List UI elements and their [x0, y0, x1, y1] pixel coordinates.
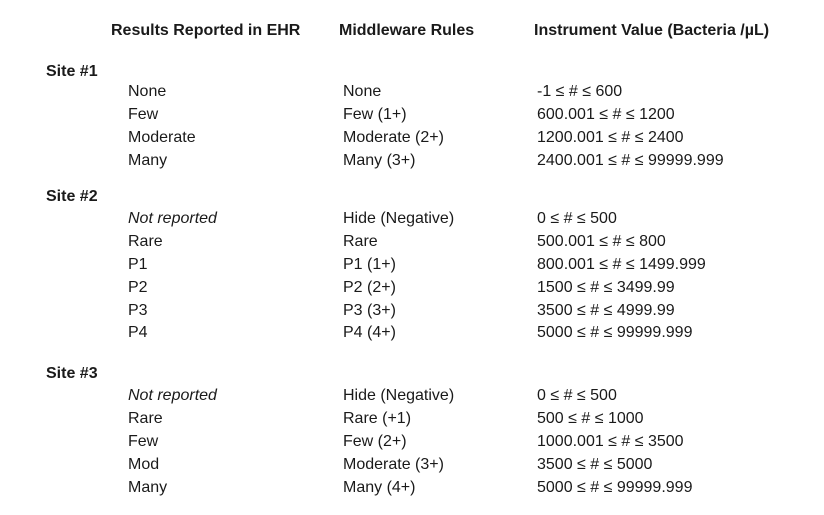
middleware-rule-cell: Few (2+) [343, 433, 407, 450]
table-row [0, 150, 824, 172]
middleware-rule-cell: Hide (Negative) [343, 387, 455, 404]
table-row [0, 408, 824, 430]
middleware-rule-cell: P3 (3+) [343, 302, 396, 319]
instrument-value-cell: 3500 ≤ # ≤ 4999.99 [537, 302, 675, 319]
ehr-result-cell: Few [128, 106, 159, 123]
table-row [0, 431, 824, 453]
ehr-result-cell: Not reported [128, 210, 217, 227]
ehr-result-cell: P3 [128, 302, 148, 319]
instrument-value-cell: 0 ≤ # ≤ 500 [537, 387, 617, 404]
middleware-rule-cell: Moderate (3+) [343, 456, 444, 473]
middleware-rule-cell: Hide (Negative) [343, 210, 455, 227]
header-instrument-value: Instrument Value (Bacteria /µL) [534, 22, 770, 39]
instrument-value-cell: 5000 ≤ # ≤ 99999.999 [537, 324, 693, 341]
ehr-result-cell: Not reported [128, 387, 217, 404]
middleware-rule-cell: P2 (2+) [343, 279, 396, 296]
middleware-rule-cell: None [343, 83, 382, 100]
instrument-value-cell: 800.001 ≤ # ≤ 1499.999 [537, 256, 706, 273]
table-row [0, 477, 824, 499]
instrument-value-cell: 500 ≤ # ≤ 1000 [537, 410, 644, 427]
table-row [0, 231, 824, 253]
table-row [0, 322, 824, 344]
table-row [0, 385, 824, 407]
ehr-result-cell: Few [128, 433, 159, 450]
ehr-result-cell: P1 [128, 256, 148, 273]
ehr-result-cell: Mod [128, 456, 160, 473]
site-2-label: Site #2 [46, 188, 98, 205]
table-row [0, 254, 824, 276]
instrument-value-cell: 3500 ≤ # ≤ 5000 [537, 456, 653, 473]
ehr-result-cell: P4 [128, 324, 148, 341]
header-results-reported-in-ehr: Results Reported in EHR [111, 22, 301, 39]
instrument-value-cell: 500.001 ≤ # ≤ 800 [537, 233, 666, 250]
ehr-result-cell: P2 [128, 279, 148, 296]
instrument-value-cell: 1200.001 ≤ # ≤ 2400 [537, 129, 684, 146]
instrument-value-cell: 2400.001 ≤ # ≤ 99999.999 [537, 152, 724, 169]
middleware-rule-cell: Rare (+1) [343, 410, 412, 427]
middleware-rule-cell: Rare [343, 233, 378, 250]
ehr-result-cell: None [128, 83, 167, 100]
table-row [0, 81, 824, 103]
table-row [0, 127, 824, 149]
middleware-rule-cell: Many (4+) [343, 479, 416, 496]
instrument-value-cell: 5000 ≤ # ≤ 99999.999 [537, 479, 693, 496]
table-row [0, 104, 824, 126]
site-3-label: Site #3 [46, 365, 98, 382]
ehr-result-cell: Rare [128, 233, 163, 250]
middleware-rule-cell: Few (1+) [343, 106, 407, 123]
middleware-rule-cell: P1 (1+) [343, 256, 396, 273]
middleware-rule-cell: Moderate (2+) [343, 129, 444, 146]
table-row [0, 300, 824, 322]
instrument-value-cell: 600.001 ≤ # ≤ 1200 [537, 106, 675, 123]
instrument-value-cell: 1000.001 ≤ # ≤ 3500 [537, 433, 684, 450]
ehr-result-cell: Moderate [128, 129, 196, 146]
ehr-result-cell: Many [128, 152, 168, 169]
middleware-rule-cell: Many (3+) [343, 152, 416, 169]
middleware-rule-cell: P4 (4+) [343, 324, 396, 341]
ehr-result-cell: Rare [128, 410, 163, 427]
table-row [0, 277, 824, 299]
header-middleware-rules: Middleware Rules [339, 22, 475, 39]
instrument-value-cell: 1500 ≤ # ≤ 3499.99 [537, 279, 675, 296]
instrument-value-cell: 0 ≤ # ≤ 500 [537, 210, 617, 227]
instrument-value-cell: -1 ≤ # ≤ 600 [537, 83, 623, 100]
table-row [0, 208, 824, 230]
site-1-label: Site #1 [46, 63, 98, 80]
ehr-result-cell: Many [128, 479, 168, 496]
table-row [0, 454, 824, 476]
